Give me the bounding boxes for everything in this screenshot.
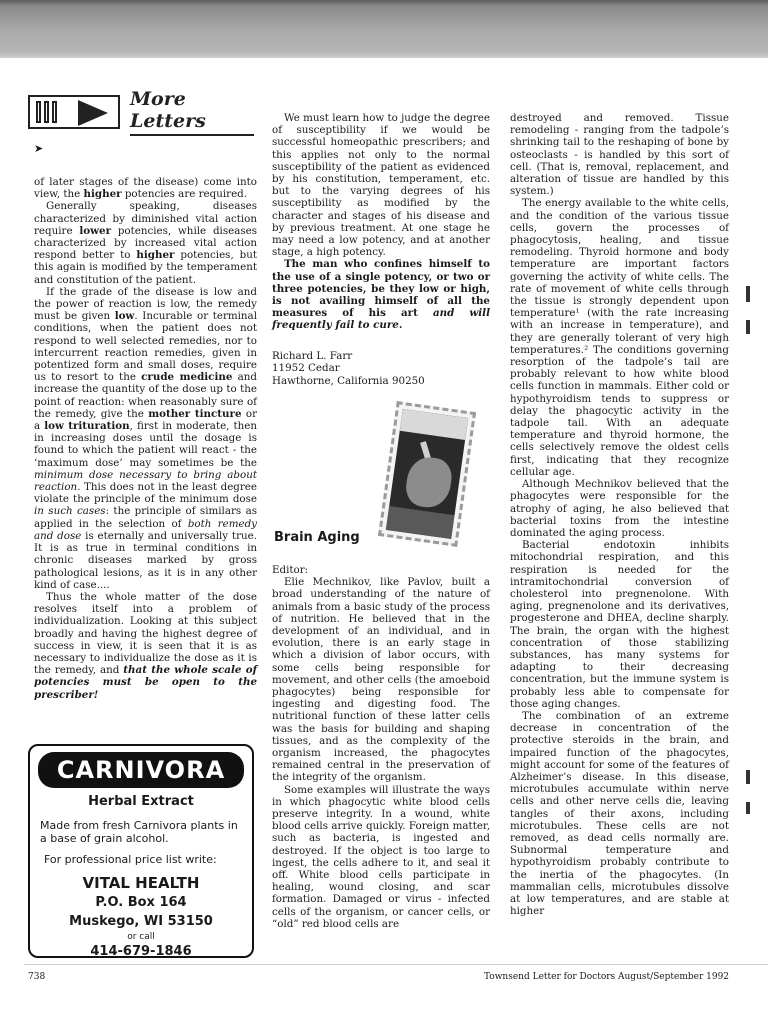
- paragraph: Thus the whole matter of the dose resolves itself into a problem of individualization. Looking at this subject broadly and having the highest degree of success in view, it is seen that it is as necessary to individualize the dose as it is the remedy, and that the whole scale of potencies must be open to the prescriber!: [34, 590, 257, 701]
- document-page: [24, 58, 768, 1024]
- signature-city: Hawthorne, California 90250: [272, 374, 425, 387]
- letter-signature: [272, 350, 490, 387]
- more-letters-header: [28, 88, 254, 132]
- margin-mark: [746, 320, 750, 334]
- paragraph: Although Mechnikov believed that the phagocytes were responsible for the atrophy of aging, he also believed that bacterial toxins from the intestine dominated the aging process.: [510, 478, 729, 539]
- ad-city: Muskego, WI 53150: [69, 914, 213, 929]
- column-1: [34, 176, 257, 701]
- margin-mark: [746, 286, 750, 302]
- margin-mark: [746, 770, 750, 784]
- brain-aging-body: [272, 564, 490, 930]
- carnivora-advertisement: [28, 744, 254, 958]
- paragraph: The combination of an extreme decrease in concentration of the protective steroids in the brain, and impaired function of the phagocytes, might account for some of the features of Alzheimer’s disease. In this disease, microtubules accumulate within nerve cells and other nerve cells die, leaving tangles of their axons, including microtubules. These cells are not removed, as dead cells normally are. Subnormal temperature and hypothyroidism probably contribute to the inertia of the phagocytes. (In mammalian cells, microtubules dissolve at low temperatures, and are stable at higher: [510, 709, 729, 918]
- paragraph: Elie Mechnikov, like Pavlov, built a broad understanding of the nature of animals from a basic study of the process of nutrition. He believed that in the development of an individual, and in evolution, there is an early stage in which a division of labor occurs, with some cells being responsible for movement, and other cells (the amoeboid phagocytes) being responsible for ingesting and digesting food. The nutritional function of these latter cells was the basis for building and shaping tissues, and as the complexity of the organism increased, the phagocytes remained central in the preservation of the integrity of the organism.: [272, 576, 490, 784]
- paragraph: Some examples will illustrate the ways in which phagocytic white blood cells preserve integrity. In a wound, white blood cells arrive quickly. Foreign matter, such as bacteria, is ingested and destroyed. If the object is too large to ingest, the cells adhere to it, and seal it off. White blood cells participate in healing, wound closing, and scar formation. Damaged or virus - infected cells of the organism, or cancer cells, or “old” red blood cells are: [272, 783, 490, 930]
- page-number: 738: [28, 972, 46, 982]
- scan-top-bar: [0, 0, 768, 58]
- ad-subtitle: Herbal Extract: [88, 794, 194, 809]
- letters-logo-icon: [28, 95, 120, 129]
- paragraph: of later stages of the disease) come into view, the higher potencies are required.: [34, 176, 257, 201]
- paragraph: The energy available to the white cells, and the condition of the various tissue cells, govern the processes of phagocytosis, healing, and tissue remodeling. Thyroid hormone and body temperature are important factors governing the activity of white cells. The rate of movement of white cells through the tissue is strongly dependent upon temperature¹ (with the rate increasing with an increase in temperature), and they are generally tolerant of very high temperatures.² The conditions governing resorption of the tadpole’s tail are probably relevant to how white blood cells function in mammals. Either cold or hypothyroidism tends to suppress or delay the phagocytic activity in the tadpole tail. With an adequate temperature and thyroid hormone, the cells selectively remove the oldest cells first, indicating that they recognize cellular age.: [510, 197, 729, 478]
- column-2-letter: [272, 112, 490, 332]
- paragraph: If the grade of the disease is low and the power of reaction is low, the remedy must be given low. Incurable or terminal conditions, when the patient does not respond to well selected remedies, nor to intercurrent reaction remedies, given in potentized form and small doses, require us to resort to the crude medicine and increase the quantity of the dose up to the point of reaction: when reasonably sure of the remedy, give the mother tincture or a low trituration, first in moderate, then in increasing doses until the dosage is found to which the patient will react - the ‘maximum dose’ may sometimes be the minimum dose necessary to bring about reaction. This does not in the least degree violate the principle of the minimum dose in such cases: the principle of similars as applied in the selection of both remedy and dose is eternally and universally true. It is as true in terminal conditions in chronic diseases marked by gross pathological lesions, as it is in any other kind of case....: [34, 285, 257, 591]
- margin-mark: [746, 802, 750, 814]
- ad-pro-line: For professional price list write:: [44, 853, 217, 866]
- continued-arrow-icon: ➤: [34, 142, 44, 155]
- section-title: More Letters: [130, 88, 254, 136]
- paragraph: destroyed and removed. Tissue remodeling - ranging from the tadpole’s shrinking tail to the reshaping of bone by osteoclasts - is handled by this sort of cell. (That is, removal, replacement, and alteration of tissue are handled by this system.): [510, 112, 729, 198]
- publication-footer: Townsend Letter for Doctors August/September 1992: [484, 972, 730, 982]
- ad-box: P.O. Box 164: [95, 895, 187, 910]
- coral-reef-stamp-image: [378, 401, 476, 547]
- paragraph: Generally speaking, diseases characterized by diminished vital action require lower potencies, while diseases characterized by increased vital action respond better to higher potencies, but this again is modified by the temperament and constitution of the patient.: [34, 200, 258, 286]
- ad-phone: 414-679-1846: [90, 944, 192, 959]
- signature-name: Richard L. Farr: [272, 350, 353, 362]
- paragraph: Bacterial endotoxin inhibits mitochondrial respiration, and this respiration is needed for the intramitochondrial conversion of cholesterol into pregnenolone. With aging, pregnenolone and its derivatives, progesterone and DHEA, decline sharply. The brain, the organ with the highest concentration of those stabilizing substances, has many systems for adapting to their decreasing concentration, but the immune system is probably less able to compensate for those aging changes.: [510, 539, 729, 710]
- column-3: [510, 112, 729, 917]
- ad-company: VITAL HEALTH: [82, 874, 200, 892]
- footer-rule: [24, 964, 768, 965]
- signature-street: 11952 Cedar: [272, 362, 340, 375]
- brain-aging-title: Brain Aging: [274, 530, 360, 545]
- ad-or-call: or call: [127, 932, 155, 942]
- paragraph: We must learn how to judge the degree of susceptibility if we would be successful homeopathic prescribers; and this applies not only to the normal susceptibility of the patient as evidenced by his constitution, temperament, etc. but to the varying degrees of his susceptibility as modified by the character and stages of his disease and by previous treatment. At one stage he may need a low potency, and at another stage, a high potency.: [272, 112, 490, 259]
- ad-description: Made from fresh Carnivora plants in a base of grain alcohol.: [40, 819, 238, 845]
- paragraph: The man who confines himself to the use of a single potency, or two or three potencies, be they low or high, is not availing himself of all the measures of his art and will frequently fail to cure.: [272, 258, 490, 332]
- paragraph: Editor:: [272, 564, 309, 576]
- ad-brand: CARNIVORA: [38, 752, 244, 788]
